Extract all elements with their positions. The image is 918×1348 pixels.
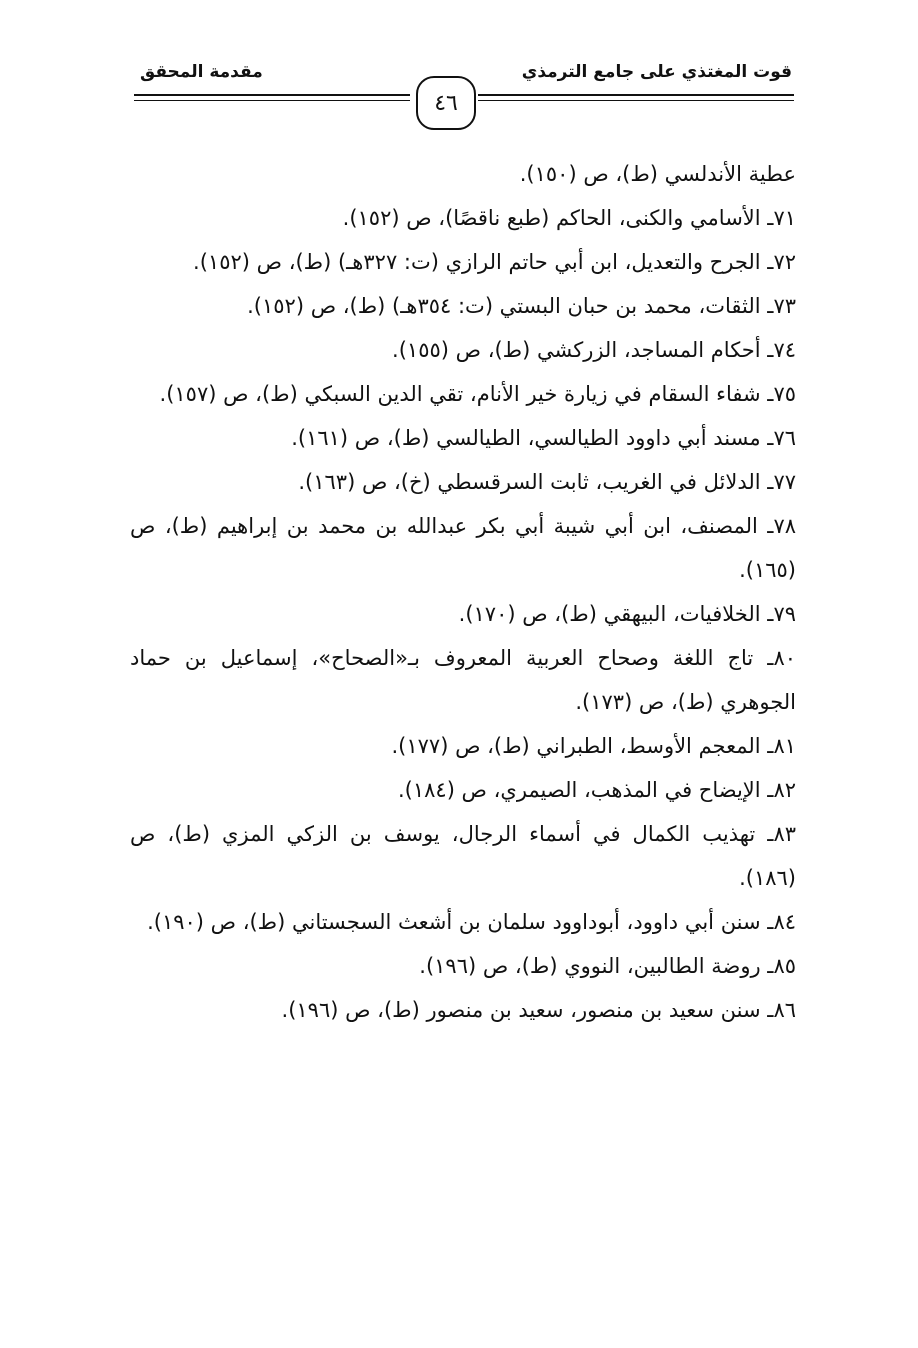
list-item: ٧٥ـ شفاء السقام في زيارة خير الأنام، تقي الدين السبكي (ط)، ص (١٥٧). bbox=[159, 382, 796, 406]
list-item: ٧٣ـ الثقات، محمد بن حبان البستي (ت: ٣٥٤هـ) (ط)، ص (١٥٢). bbox=[247, 294, 796, 318]
list-item: ٨٦ـ سنن سعيد بن منصور، سعيد بن منصور (ط)، ص (١٩٦). bbox=[281, 998, 796, 1022]
running-header-book-title: قوت المغتذي على جامع الترمذي bbox=[521, 62, 792, 82]
header-rule-left-thin bbox=[134, 100, 410, 101]
page-number: ٤٦ bbox=[416, 76, 476, 130]
list-item: ٨١ـ المعجم الأوسط، الطبراني (ط)، ص (١٧٧). bbox=[391, 734, 796, 758]
list-item: ٧٩ـ الخلافيات، البيهقي (ط)، ص (١٧٠). bbox=[458, 602, 796, 626]
bibliography-list bbox=[130, 152, 796, 1032]
list-item: ٧٦ـ مسند أبي داوود الطيالسي، الطيالسي (ط)، ص (١٦١). bbox=[291, 426, 796, 450]
header-rule-left bbox=[134, 94, 410, 96]
list-item: ٧٤ـ أحكام المساجد، الزركشي (ط)، ص (١٥٥). bbox=[392, 338, 796, 362]
list-item: ٨٣ـ تهذيب الكمال في أسماء الرجال، يوسف بن الزكي المزي (ط)، ص (١٨٦). bbox=[130, 822, 796, 890]
list-item: ٨٤ـ سنن أبي داوود، أبوداوود سلمان بن أشعث السجستاني (ط)، ص (١٩٠). bbox=[147, 910, 796, 934]
list-item: ٨٠ـ تاج اللغة وصحاح العربية المعروف بـ«الصحاح»، إسماعيل بن حماد الجوهري (ط)، ص (١٧٣). bbox=[130, 646, 796, 714]
list-item: عطية الأندلسي (ط)، ص (١٥٠). bbox=[519, 162, 796, 186]
list-item: ٧١ـ الأسامي والكنى، الحاكم (طبع ناقصًا)، ص (١٥٢). bbox=[342, 206, 796, 230]
list-item: ٧٢ـ الجرح والتعديل، ابن أبي حاتم الرازي (ت: ٣٢٧هـ) (ط)، ص (١٥٢). bbox=[193, 250, 796, 274]
header-rule-right-thin bbox=[478, 100, 794, 101]
list-item: ٧٧ـ الدلائل في الغريب، ثابت السرقسطي (خ)، ص (١٦٣). bbox=[298, 470, 796, 494]
running-header-section-title: مقدمة المحقق bbox=[140, 62, 263, 82]
list-item: ٧٨ـ المصنف، ابن أبي شيبة أبي بكر عبدالله بن محمد بن إبراهيم (ط)، ص (١٦٥). bbox=[130, 514, 796, 582]
header-rule-right bbox=[478, 94, 794, 96]
list-item: ٨٢ـ الإيضاح في المذهب، الصيمري، ص (١٨٤). bbox=[397, 778, 796, 802]
list-item: ٨٥ـ روضة الطالبين، النووي (ط)، ص (١٩٦). bbox=[419, 954, 796, 978]
